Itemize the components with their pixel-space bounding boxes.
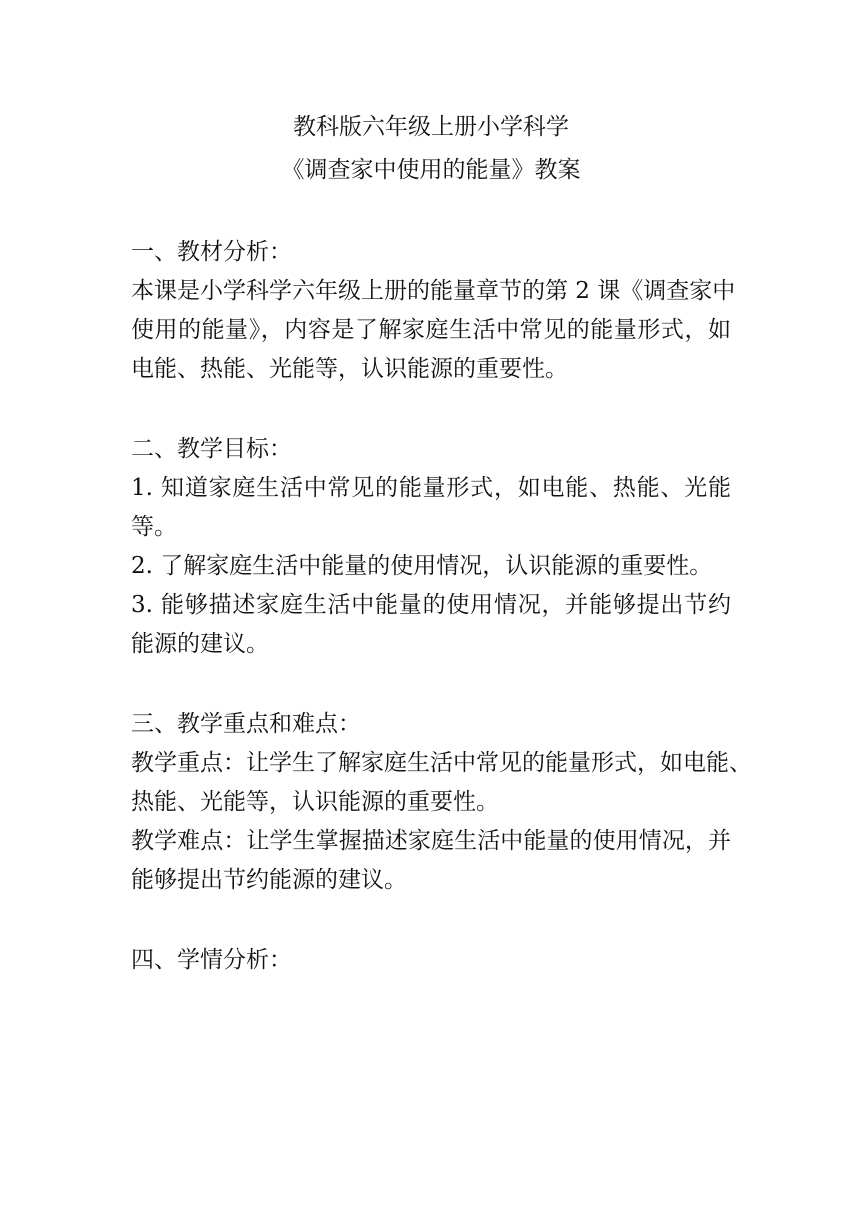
paragraph-line: 电能、热能、光能等，认识能源的重要性。: [131, 356, 568, 382]
paragraph-line: 1. 知道家庭生活中常见的能量形式，如电能、热能、光能: [131, 475, 731, 501]
document-page: [131, 106, 752, 980]
paragraph-line: 能源的建议。: [131, 631, 269, 657]
paragraph-line: 使用的能量》，内容是了解家庭生活中常见的能量形式，如: [131, 317, 731, 343]
paragraph-line: 本课是小学科学六年级上册的能量章节的第 2 课《调查家中: [131, 278, 736, 304]
spacer: [131, 900, 731, 941]
spacer: [131, 192, 731, 233]
paragraph-line: 教学难点：让学生掌握描述家庭生活中能量的使用情况，并: [131, 828, 731, 854]
paragraph-line: 能够提出节约能源的建议。: [131, 867, 407, 893]
section-heading: 二、教学目标：: [131, 436, 292, 462]
section-heading: 三、教学重点和难点：: [131, 711, 361, 737]
section-teaching-goals: [131, 430, 731, 664]
section-key-points: [131, 705, 752, 900]
section-learner-analysis: [131, 941, 731, 980]
paragraph-line: 3. 能够描述家庭生活中能量的使用情况，并能够提出节约: [131, 592, 731, 618]
paragraph-line: 2. 了解家庭生活中能量的使用情况，认识能源的重要性。: [131, 553, 713, 579]
document-title-line2: 《调查家中使用的能量》教案: [281, 157, 581, 183]
section-textbook-analysis: [131, 233, 736, 389]
section-heading: 一、教材分析：: [131, 239, 292, 265]
section-heading: 四、学情分析：: [131, 947, 292, 973]
paragraph-line: 教学重点：让学生了解家庭生活中常见的能量形式，如电能、: [131, 750, 752, 776]
paragraph-line: 热能、光能等，认识能源的重要性。: [131, 789, 499, 815]
spacer: [131, 389, 731, 430]
spacer: [131, 664, 731, 705]
paragraph-line: 等。: [131, 514, 177, 540]
document-title-line1: 教科版六年级上册小学科学: [293, 114, 569, 140]
